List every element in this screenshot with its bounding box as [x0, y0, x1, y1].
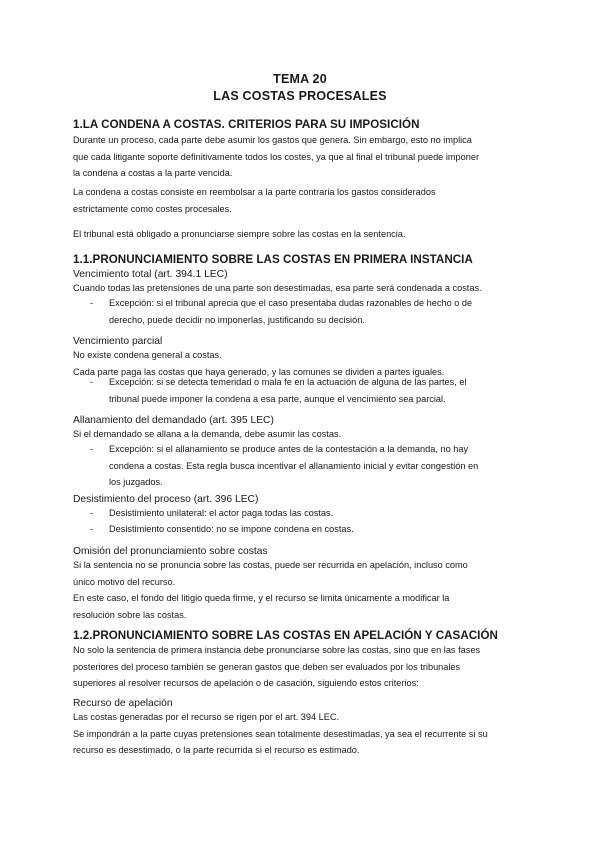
paragraph [73, 709, 533, 759]
paragraph [73, 184, 533, 217]
bullet-item [109, 521, 539, 538]
paragraph-line: No solo la sentencia de primera instancia debe pronunciarse sobre las costas, sino que en las fases [73, 645, 481, 655]
paragraph-line: recurso es desestimado, o la parte recurrida si el recurso es estimado. [73, 745, 360, 755]
paragraph-line: La condena a costas consiste en reembolsar a la parte contraria los gastos considerados [73, 187, 436, 197]
paragraph-line: No existe condena general a costas. [73, 350, 222, 360]
paragraph-line: estrictamente como costes procesales. [73, 203, 232, 214]
paragraph-line: resolución sobre las costas. [73, 609, 187, 620]
bullet-line: Desistimiento unilateral: el actor paga todas las costas. [109, 508, 334, 518]
bullet-dash: - [90, 508, 94, 518]
bullet-dash: - [90, 524, 94, 534]
bullet-item [109, 505, 539, 522]
paragraph-line: que cada litigante soporte definitivamente todos los costes, ya que al final el tribunal puede imponer [73, 151, 480, 162]
document-subtitle: LAS COSTAS PROCESALES [213, 89, 387, 103]
subsection-heading: 1.2.PRONUNCIAMIENTO SOBRE LAS COSTAS EN APELACIÓN Y CASACIÓN [73, 629, 498, 642]
paragraph [73, 642, 533, 692]
bullet-line: Excepción: si el tribunal aprecia que el caso presentaba dudas razonables de hecho o de [109, 298, 473, 308]
paragraph-line: Durante un proceso, cada parte debe asumir los gastos que genera. Sin embargo, esto no implica [73, 135, 472, 145]
document-title: TEMA 20 [273, 72, 327, 86]
paragraph-line: Cada parte paga las costas que haya generado, y las comunes se dividen a partes iguales. [73, 366, 445, 377]
paragraph-line: la condena a costas a la parte vencida. [73, 168, 233, 178]
topic-heading: Vencimiento total (art. 394.1 LEC) [73, 269, 228, 280]
bullet-line: condena a costas. Esta regla busca incentivar el allanamiento inicial y evitar congestión en [109, 460, 479, 471]
bullet-item [109, 441, 539, 491]
bullet-dash: - [90, 298, 94, 308]
bullet-line: tribunal puede imponer la condena a esa parte, aunque el vencimiento sea parcial. [109, 393, 446, 404]
paragraph-line: superiores al resolver recursos de apelación o de casación, siguiendo estos criterios: [73, 678, 419, 688]
topic-heading: Vencimiento parcial [73, 336, 163, 347]
bullet-line: Excepción: si se detecta temeridad o mala fe en la actuación de alguna de las partes, el [109, 377, 467, 387]
bullet-dash: - [90, 444, 94, 454]
paragraph-line: En este caso, el fondo del litigio queda firme, y el recurso se limita únicamente a modificar la [73, 593, 450, 603]
topic-heading: Desistimiento del proceso (art. 396 LEC) [73, 494, 259, 505]
bullet-dash: - [90, 377, 94, 387]
paragraph-line: posteriores del proceso también se generan gastos que deben ser evaluados por los tribunales [73, 661, 461, 672]
topic-heading: Recurso de apelación [73, 698, 173, 709]
paragraph-line: Si el demandado se allana a la demanda, debe asumir las costas. [73, 429, 342, 439]
bullet-line: los juzgados. [109, 477, 163, 487]
bullet-line: Desistimiento consentido: no se impone condena en costas. [109, 524, 354, 534]
topic-heading: Omisión del pronunciamiento sobre costas [73, 546, 268, 557]
paragraph [73, 132, 533, 182]
paragraph-line: Se impondrán a la parte cuyas pretensiones sean totalmente desestimadas, ya sea el recurrente si su [73, 728, 488, 739]
paragraph-line: único motivo del recurso. [73, 576, 176, 587]
bullet-item [109, 295, 539, 328]
paragraph [73, 557, 533, 623]
bullet-line: derecho, puede decidir no imponerlas, justificando su decisión. [109, 314, 365, 325]
paragraph-line: Las costas generadas por el recurso se rigen por el art. 394 LEC. [73, 712, 340, 722]
paragraph-line: El tribunal está obligado a pronunciarse siempre sobre las costas en la sentencia. [73, 229, 406, 239]
section-heading: 1.LA CONDENA A COSTAS. CRITERIOS PARA SU IMPOSICIÓN [73, 118, 420, 131]
bullet-line: Excepción: si el allanamiento se produce antes de la contestación a la demanda, no hay [109, 444, 469, 454]
paragraph [73, 226, 533, 243]
topic-heading: Allanamiento del demandado (art. 395 LEC) [73, 415, 274, 426]
paragraph-line: Cuando todas las pretensiones de una parte son desestimadas, esa parte será condenada a costas. [73, 283, 482, 293]
bullet-item [109, 374, 539, 407]
subsection-heading: 1.1.PRONUNCIAMIENTO SOBRE LAS COSTAS EN PRIMERA INSTANCIA [73, 253, 473, 266]
paragraph-line: Si la sentencia no se pronuncia sobre las costas, puede ser recurrida en apelación, incluso como [73, 560, 468, 570]
